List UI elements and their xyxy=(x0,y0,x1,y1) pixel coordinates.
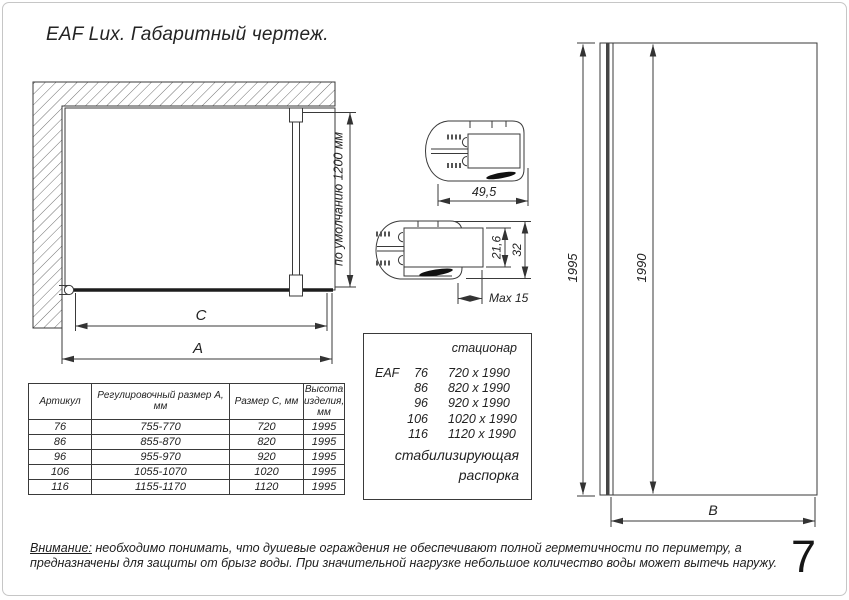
page-number: 7 xyxy=(791,531,817,582)
dim-max-15 xyxy=(458,270,529,305)
profile-section-2 xyxy=(376,221,531,305)
dim-21-6 xyxy=(486,228,511,267)
profile-section-1 xyxy=(426,121,529,206)
size-box-footer-line2: распорка xyxy=(458,467,519,483)
cell-size-a: 855-870 xyxy=(92,434,230,449)
dim-label-a: A xyxy=(192,340,204,357)
dim-label-1200: по умолчанию 1200 мм xyxy=(331,132,346,266)
size-row-article: 106 xyxy=(407,411,428,426)
dim-label-b: B xyxy=(708,502,718,518)
cell-size-c: 720 xyxy=(230,419,304,434)
cell-article: 96 xyxy=(29,449,92,464)
cell-size-c: 820 xyxy=(230,434,304,449)
table-row xyxy=(29,479,345,494)
profile2-channel xyxy=(404,228,483,267)
dim-1200 xyxy=(302,113,356,288)
cell-height: 1995 xyxy=(304,479,345,494)
dim-1990 xyxy=(634,45,653,494)
spec-table xyxy=(28,383,345,495)
top-view-drawing xyxy=(33,82,356,364)
cell-height: 1995 xyxy=(304,434,345,449)
col-header-size-a: Регулировочный размер А, мм xyxy=(92,384,230,420)
profile1-channel xyxy=(468,134,520,168)
table-row xyxy=(29,464,345,479)
warning-text: необходимо понимать, что душевые ограждения не обеспечивают полной герметичности по периметру, а предназначены для защиты от брызг воды. При значительной нагрузке небольшое количество воды может вытечь наружу. xyxy=(30,541,778,570)
cell-size-c: 1020 xyxy=(230,464,304,479)
size-row-article: 116 xyxy=(408,427,428,441)
dim-label-1995: 1995 xyxy=(565,253,580,283)
dim-c xyxy=(76,293,328,331)
col-header-size-c: Размер С, мм xyxy=(230,384,304,420)
glass-front-view xyxy=(600,43,817,495)
cell-height: 1995 xyxy=(304,449,345,464)
cell-article: 116 xyxy=(29,479,92,494)
col-header-height: Высота изделия, мм xyxy=(304,384,345,418)
cell-size-a: 955-970 xyxy=(92,449,230,464)
stabilizer-bar xyxy=(290,108,303,296)
wall-profile-strip xyxy=(606,43,610,495)
front-view-drawing xyxy=(565,43,817,527)
cell-size-c: 1120 xyxy=(230,479,304,494)
size-row-article: 96 xyxy=(414,396,428,410)
size-row-article: 76 xyxy=(414,366,428,380)
size-row-size: 920 x 1990 xyxy=(448,396,510,410)
cell-article: 106 xyxy=(29,464,92,479)
size-row-size: 720 x 1990 xyxy=(448,366,510,380)
dim-label-49-5: 49,5 xyxy=(471,185,497,199)
warning-note xyxy=(30,541,778,571)
cell-article: 86 xyxy=(29,434,92,449)
table-row xyxy=(29,434,345,449)
size-row-size: 1020 x 1990 xyxy=(448,411,517,426)
dim-label-1990: 1990 xyxy=(634,253,649,283)
col-header-article: Артикул xyxy=(29,384,92,420)
size-box-footer-line1: стабилизирующая xyxy=(394,447,519,463)
cell-height: 1995 xyxy=(304,464,345,479)
cell-size-c: 920 xyxy=(230,449,304,464)
cell-size-a: 1155-1170 xyxy=(92,479,230,494)
size-variants-box xyxy=(363,333,532,500)
dim-label-max-15: Max 15 xyxy=(489,291,529,305)
spec-table-header-row xyxy=(29,384,345,420)
cell-article: 76 xyxy=(29,419,92,434)
size-row-size: 1120 x 1990 xyxy=(448,427,516,441)
warning-label: Внимание: xyxy=(30,541,92,555)
size-row-article: 86 xyxy=(414,381,428,395)
cell-size-a: 755-770 xyxy=(92,419,230,434)
cell-height: 1995 xyxy=(304,419,345,434)
page-title: EAF Lux. Габаритный чертеж. xyxy=(46,24,329,45)
dim-label-21-6: 21,6 xyxy=(489,235,504,260)
dim-label-32: 32 xyxy=(510,243,524,257)
dim-b xyxy=(611,497,815,527)
table-row xyxy=(29,419,345,434)
size-box-header: стационар xyxy=(451,341,517,355)
brand-label: EAF xyxy=(375,366,400,380)
dim-label-c: C xyxy=(195,307,207,324)
dim-1995 xyxy=(565,43,595,496)
cell-size-a: 1055-1070 xyxy=(92,464,230,479)
size-row-size: 820 x 1990 xyxy=(448,381,510,395)
dim-a xyxy=(62,293,332,364)
table-row xyxy=(29,449,345,464)
